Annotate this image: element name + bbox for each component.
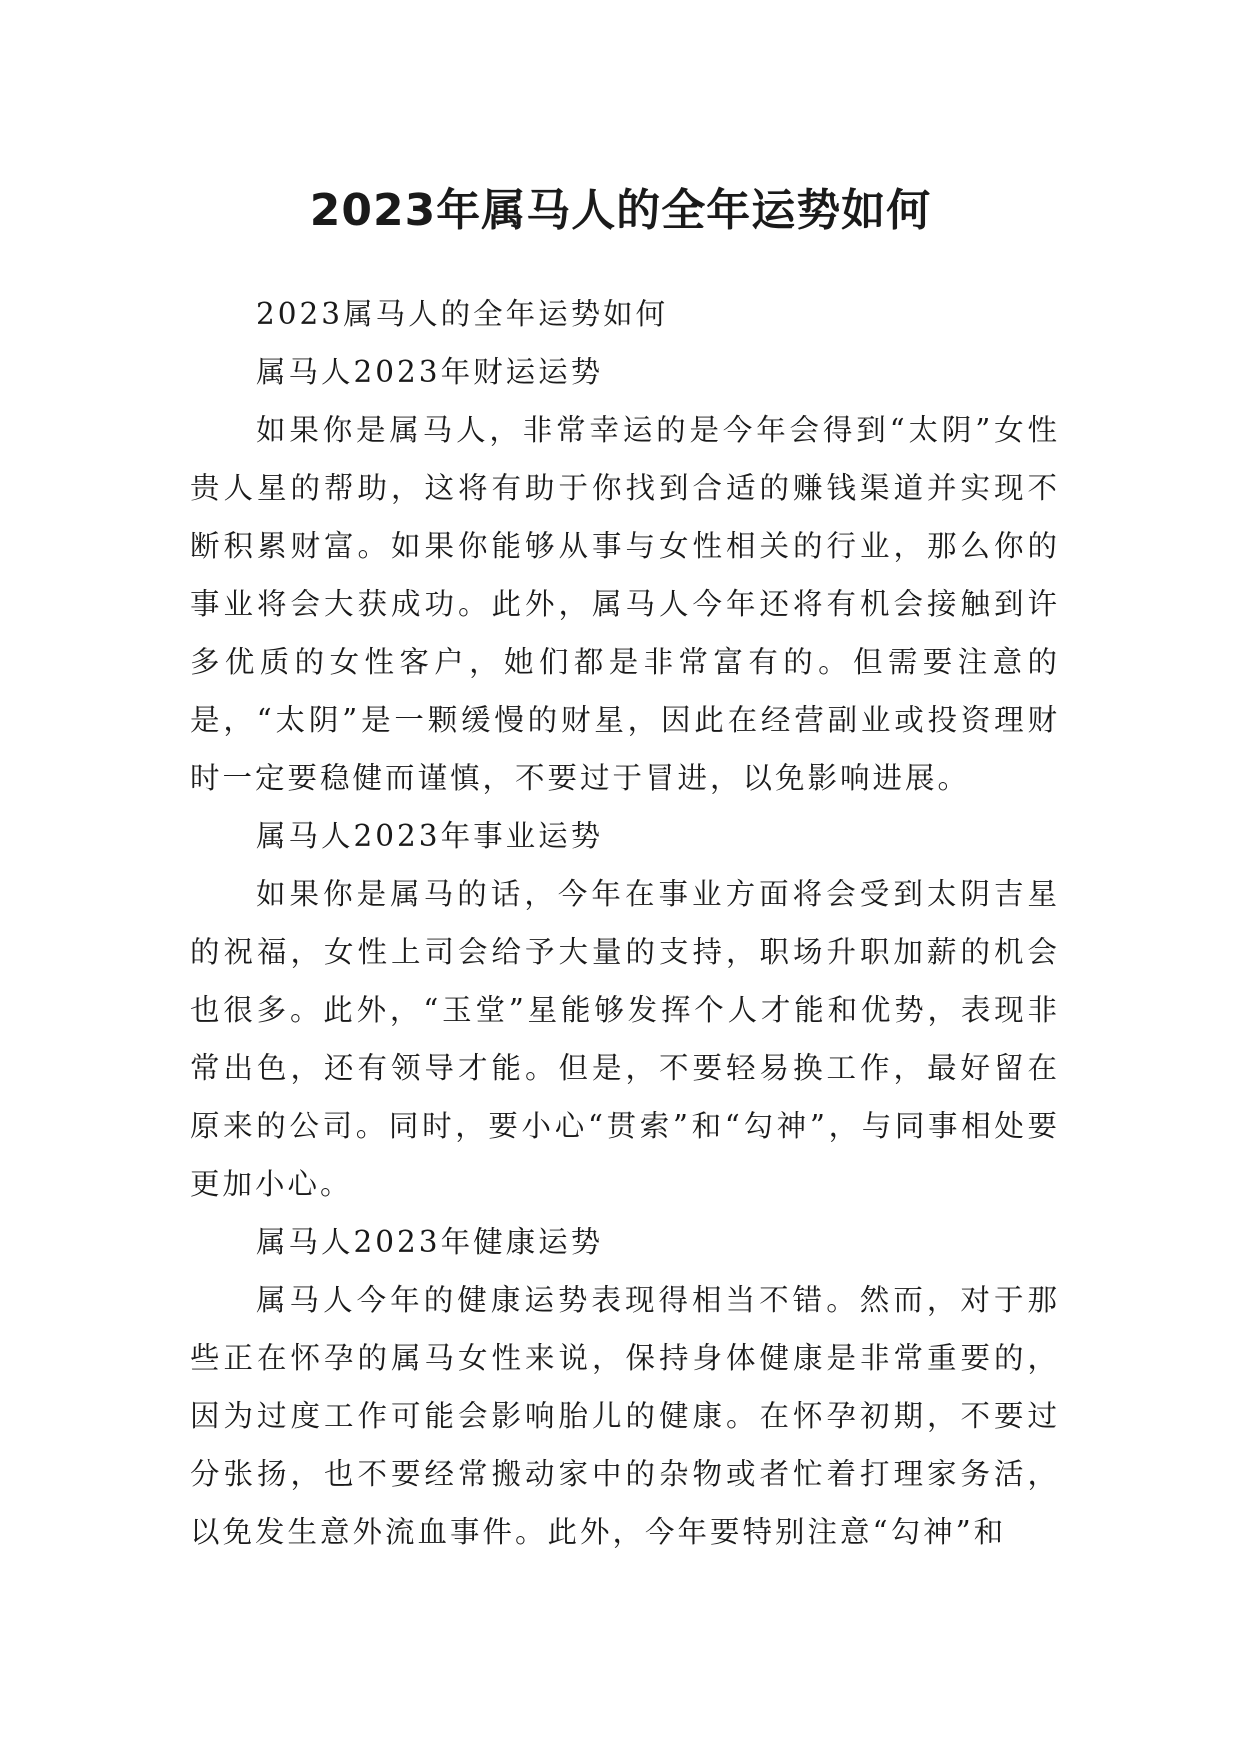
paragraph-career: 如果你是属马的话，今年在事业方面将会受到太阴吉星的祝福，女性上司会给予大量的支持，职场升职加薪的机会也很多。此外，“玉堂”星能够发挥个人才能和优势，表现非常出色，还有领导才能。但是，不要轻易换工作，最好留在原来的公司。同时，要小心“贯索”和“勾神”，与同事相处要更加小心。: [190, 877, 1060, 1201]
section-heading-wealth: 属马人2023年财运运势: [256, 355, 604, 389]
section-heading-health: 属马人2023年健康运势: [256, 1225, 604, 1259]
paragraph-health: 属马人今年的健康运势表现得相当不错。然而，对于那些正在怀孕的属马女性来说，保持身体健康是非常重要的，因为过度工作可能会影响胎儿的健康。在怀孕初期，不要过分张扬，也不要经常搬动家中的杂物或者忙着打理家务活，以免发生意外流血事件。此外，今年要特别注意“勾神”和: [190, 1283, 1060, 1549]
section-heading-career: 属马人2023年事业运势: [256, 819, 604, 853]
paragraph-intro-heading: 2023属马人的全年运势如何: [256, 297, 669, 331]
document-title: 2023年属马人的全年运势如何: [309, 185, 932, 237]
paragraph-wealth: 如果你是属马人，非常幸运的是今年会得到“太阴”女性贵人星的帮助，这将有助于你找到合适的赚钱渠道并实现不断积累财富。如果你能够从事与女性相关的行业，那么你的事业将会大获成功。此外，属马人今年还将有机会接触到许多优质的女性客户，她们都是非常富有的。但需要注意的是，“太阴”是一颗缓慢的财星，因此在经营副业或投资理财时一定要稳健而谨慎，不要过于冒进，以免影响进展。: [190, 413, 1060, 795]
document-body: [190, 285, 1060, 1561]
